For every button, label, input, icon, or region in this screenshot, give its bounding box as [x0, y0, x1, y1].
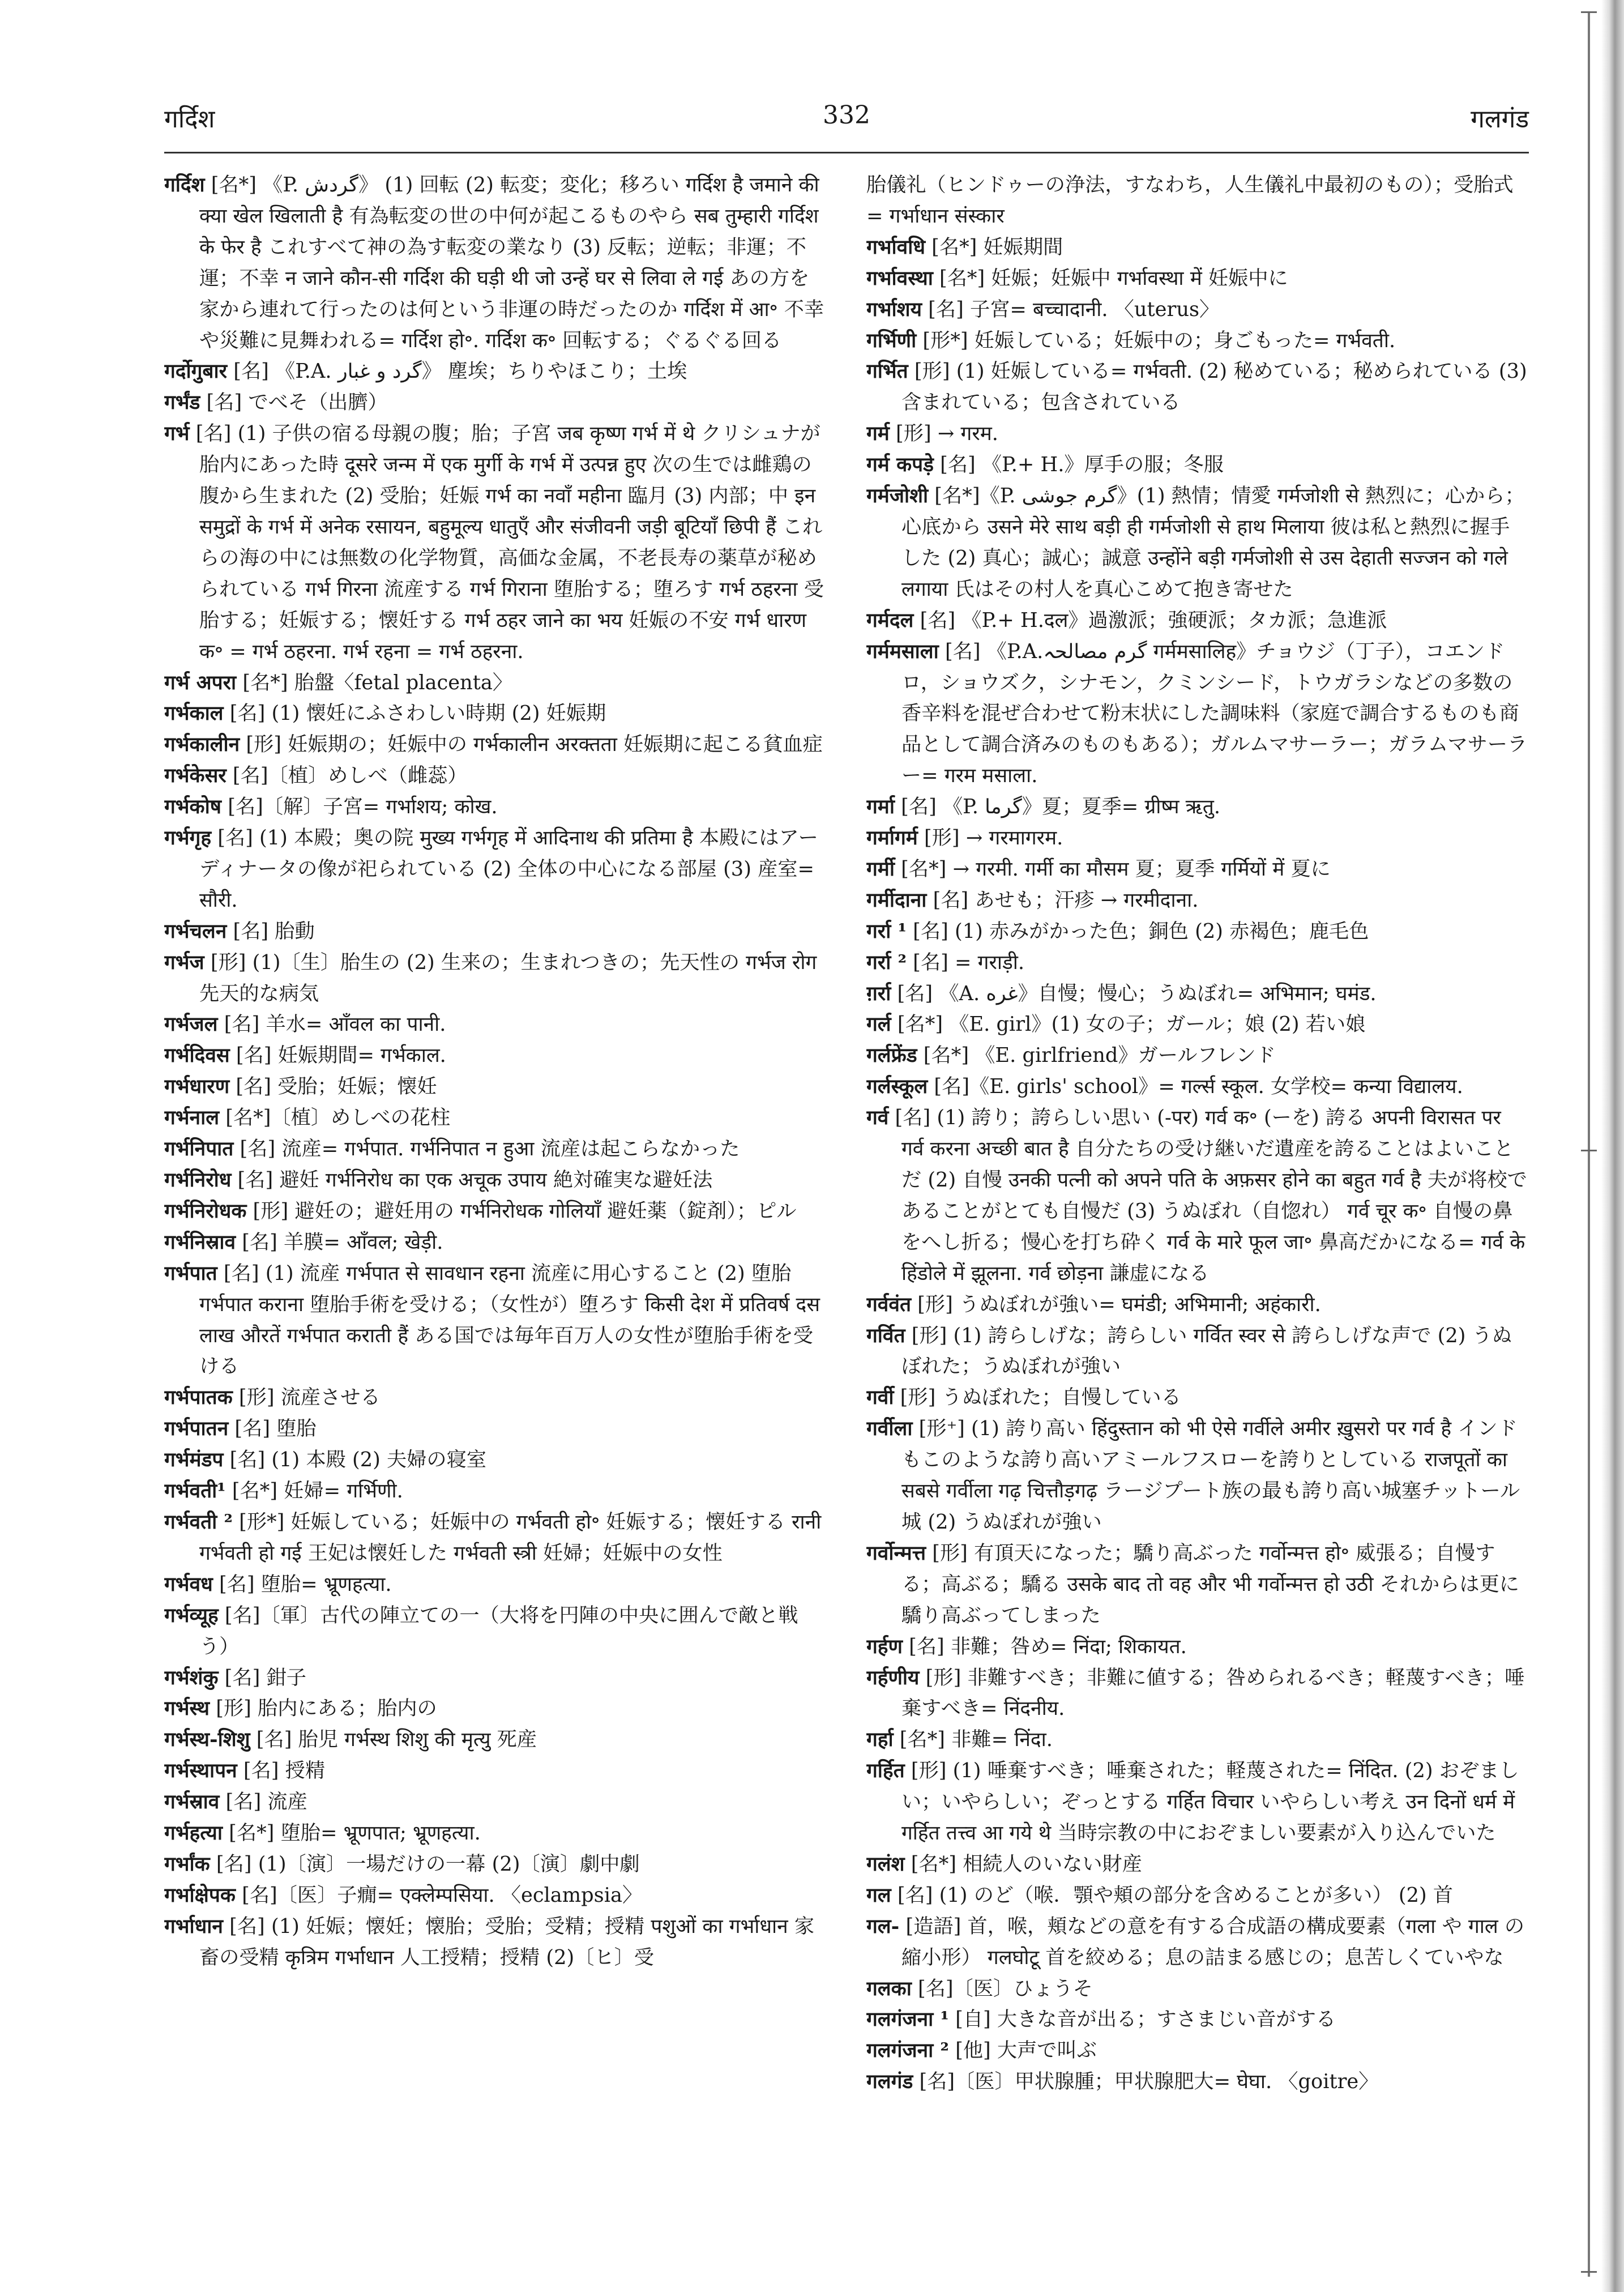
page-header	[164, 101, 1529, 146]
running-head-first-entry: गर्दिश	[164, 105, 215, 134]
entry-headword: गर्दिश	[164, 173, 205, 197]
entry-definition: [形] (1)〔生〕胎生の (2) 生来の；生まれつきの；先天性の गर्भज रोग 先天的な病気	[199, 950, 817, 1005]
dictionary-entry	[164, 356, 827, 387]
dictionary-entry	[866, 1009, 1529, 1040]
entry-headword: गर्भ अपरा	[164, 671, 237, 694]
entry-headword: गर्भस्थ	[164, 1697, 210, 1721]
entry-headword: गर्भित	[866, 360, 908, 383]
dictionary-entry	[164, 792, 827, 823]
entry-headword: गल	[866, 1883, 891, 1907]
entry-definition: [名] 流産= गर्भपात. गर्भनिपात न हुआ 流産は起こらなかった	[233, 1137, 740, 1161]
entry-headword: गर्भनिरोधक	[164, 1199, 247, 1223]
running-head-last-entry: गलगंड	[1471, 105, 1529, 134]
dictionary-entry	[164, 1725, 827, 1756]
entry-headword: गर्भवती ²	[164, 1510, 233, 1534]
entry-headword: गर्भकाल	[164, 702, 224, 725]
dictionary-entry	[164, 1880, 827, 1911]
entry-definition: [名]〔医〕ひょうそ	[911, 1977, 1093, 2000]
entry-definition: [名*] 妊娠期間	[925, 235, 1063, 259]
dictionary-entry	[866, 450, 1529, 481]
entry-headword: गर्भकालीन	[164, 733, 240, 757]
entry-definition: [名] 授精	[237, 1759, 326, 1783]
entry-definition: [名*]〔植〕めしべの花柱	[219, 1106, 451, 1130]
entry-definition: [名] (1)〔演〕一場だけの一幕 (2)〔演〕劇中劇	[210, 1852, 640, 1876]
entry-definition: [名*] → गरमी. गर्मी का मौसम 夏；夏季 गर्मियों में 夏に	[894, 857, 1331, 881]
entry-headword: गलगंड	[866, 2070, 913, 2094]
dictionary-entry	[866, 792, 1529, 823]
entry-headword: गर्भंड	[164, 391, 200, 415]
dictionary-entry	[866, 294, 1529, 326]
entry-definition: [名] (1) のど（喉．顎や頬の部分を含めることが多い） (2) 首	[891, 1883, 1454, 1907]
dictionary-entry	[866, 481, 1529, 605]
dictionary-entry	[164, 1911, 827, 1974]
entry-definition: [名] (1) 誇り；誇らしい思い (-पर) गर्व क॰ (ーを) 誇る अपनी विरासत पर गर्व करना अच्छी बात है 自分たちの受け継いだ遺産を誇ることはよいことだ (2) 自慢 उनकी पत्नी को अपने पति के अफ़सर होने का बहुत गर्व है 夫が将校であることがとても自慢だ (3) うぬぼれ（自惚れ） गर्व चूर क॰ 自慢の鼻をへし折る；慢心を打ち砕く गर्व के मारे फूल जा॰ 鼻高だかになる= गर्व के हिंडोले में झूलना. गर्व छोड़ना 謙虚になる	[888, 1106, 1527, 1285]
dictionary-entry	[866, 419, 1529, 450]
entry-definition: [名] 《P. گرما》夏；夏季= ग्रीष्म ऋतु.	[894, 795, 1221, 819]
entry-definition: [名] 堕胎	[228, 1417, 317, 1441]
entry-headword: गर्भवती¹	[164, 1479, 226, 1503]
dictionary-entry	[164, 1476, 827, 1507]
entry-headword: गर्भनाल	[164, 1106, 220, 1130]
entry-headword: गर्मदल	[866, 608, 914, 632]
entry-definition: [名*] 胎盤〈fetal placenta〉	[236, 671, 513, 694]
entry-headword: गर्भस्थापन	[164, 1759, 237, 1783]
dictionary-entry	[866, 1414, 1529, 1538]
entry-definition: [名] (1) 本殿 (2) 夫婦の寝室	[223, 1448, 486, 1472]
dictionary-entry	[164, 1445, 827, 1476]
entry-headword: गर्भजल	[164, 1013, 218, 1036]
entry-definition: [形⁺] (1) 誇り高い हिंदुस्तान को भी ऐसे गर्वीले अमीर ख़ुसरो पर गर्व है インドもこのような誇り高いアミールフスローを誇りとしている राजपूतों का सबसे गर्वीला गढ़ चित्तौड़गढ़ ラージプート族の最も誇り高い城塞チットール城 (2) うぬぼれが強い	[901, 1417, 1520, 1534]
entry-headword: गर्म कपड़े	[866, 453, 934, 477]
dictionary-entry	[164, 1663, 827, 1694]
entry-headword: गर्लस्कूल	[866, 1075, 928, 1099]
entry-headword: गर्रा ¹	[866, 919, 907, 943]
entry-headword: गर्व	[866, 1106, 889, 1130]
entry-definition: [形*] 妊娠している；妊娠中の गर्भवती हो॰ 妊娠する；懐妊する रानी गर्भवती हो गई 王妃は懐妊した गर्भवती स्त्री 妊婦；妊娠中の女性	[199, 1510, 822, 1565]
entry-headword: गर्भगृह	[164, 826, 212, 850]
dictionary-entry	[164, 1569, 827, 1600]
dictionary-entry	[866, 2067, 1529, 2098]
entry-headword: गलगंजना ¹	[866, 2008, 949, 2031]
entry-headword: गर्भनिरोध	[164, 1168, 232, 1192]
entry-headword: गर्भमंडप	[164, 1448, 224, 1472]
left-column	[164, 170, 827, 2254]
entry-headword: गर्हित	[866, 1759, 905, 1783]
entry-definition: [形] 胎内にある；胎内の	[210, 1697, 437, 1721]
right-column	[866, 170, 1529, 2254]
dictionary-entry	[866, 1632, 1529, 1663]
entry-definition: [名*]《P. گرم جوشی》(1) 熱情；情愛 गर्मजोशी से 熱烈に；心から；心底から उसने मेरे साथ बड़ी ही गर्मजोशी से हाथ मिलाया 彼は私と熱烈に握手した (2) 真心；誠心；誠意 उन्होंने बड़ी गर्मजोशी से उस देहाती सज्जन को गले लगाया 氏はその村人を真心こめて抱き寄せた	[901, 484, 1525, 601]
dictionary-entry	[164, 1414, 827, 1445]
dictionary-entry	[866, 1538, 1529, 1632]
entry-definition: [名] あせも；汗疹 → गरमीदाना.	[926, 888, 1199, 912]
entry-headword: गर्भधारण	[164, 1075, 230, 1099]
entry-definition: [名]〔軍〕古代の陣立ての一（大将を円陣の中央に囲んで敵と戦う）	[199, 1603, 798, 1658]
entry-headword: गर्भाधान	[164, 1914, 223, 1938]
entry-definition: [名] (1) 妊娠；懐妊；懐胎；受胎；受精；授精 पशुओं का गर्भाधान 家畜の受精 कृत्रिम गर्भाधान 人工授精；授精 (2)〔ヒ〕受	[199, 1914, 815, 1969]
entry-headword: गर्भव्यूह	[164, 1603, 219, 1627]
entry-headword: गर्भाशय	[866, 297, 922, 321]
dictionary-entry	[866, 1321, 1529, 1383]
book-binding-edge	[1601, 0, 1624, 2292]
dictionary-entry	[164, 668, 827, 699]
entry-definition: [自] 大きな音が出る；すさまじい音がする	[948, 2008, 1336, 2031]
dictionary-entry	[164, 729, 827, 761]
entry-definition: [名] 《P.+ H.》厚手の服；冬服	[933, 453, 1224, 477]
binding-line	[1588, 11, 1590, 2277]
dictionary-entry	[164, 1009, 827, 1040]
dictionary-entry	[164, 698, 827, 729]
entry-definition: [名]《E. girls' school》= गर्ल्स स्कूल. 女学校= कन्या विद्यालय.	[928, 1075, 1463, 1099]
entry-definition: [名] 非難；咎め= निंदा; शिकायत.	[902, 1634, 1187, 1658]
entry-headword: गल-	[866, 1914, 900, 1938]
entry-definition: [形] 非難すべき；非難に値する；咎められるべき；軽蔑すべき；唾棄すべき= निंदनीय.	[901, 1666, 1525, 1721]
entry-headword: गर्भांक	[164, 1852, 210, 1876]
entry-definition: [形] (1) 唾棄すべき；唾棄された；軽蔑された= निंदित. (2) おぞましい；いやらしい；ぞっとする गर्हित विचार いやらしい考え उन दिनों धर्म में गर्हित तत्त्व आ गये थे 当時宗教の中におぞましい要素が入り込んでいた	[901, 1759, 1519, 1845]
entry-definition: [形] 流産させる	[232, 1386, 381, 1410]
entry-definition: [形] うぬぼれが強い= घमंडी; अभिमानी; अहंकारी.	[911, 1292, 1321, 1316]
entry-definition: [形] うぬぼれた；自慢している	[894, 1386, 1181, 1410]
binding-tick-bottom	[1581, 2271, 1597, 2273]
entry-headword: गर्भचलन	[164, 919, 227, 943]
dictionary-entry	[164, 1196, 827, 1227]
dictionary-entry	[164, 1818, 827, 1849]
dictionary-entry	[164, 761, 827, 792]
entry-definition: [名] 羊水= आँवल का पानी.	[217, 1013, 446, 1036]
binding-tick-middle	[1581, 1150, 1597, 1151]
dictionary-entry	[866, 1725, 1529, 1756]
dictionary-entry	[866, 885, 1529, 916]
entry-definition: [名] 避妊 गर्भनिरोध का एक अचूक उपाय 絶対確実な避妊法	[231, 1168, 713, 1192]
entry-definition: [名*] 《P. گردش》 (1) 回転 (2) 転変；変化；移ろい गर्दिश है जमाने की क्या खेल खिलाती है 有為転変の世の中何が起こるものやら सब तुम्हारी गर्दिश के फेर है これすべて神の為す転変の業なり (3) 反転；逆転；非運；不運；不幸 न जाने कौन-सी गर्दिश की घड़ी थी जो उन्हें घर से लिवा ले गई あの方を家から連れて行ったのは何という非運の時だったのか गर्दिश में आ॰ 不幸や災難に見舞われる= गर्दिश हो॰. गर्दिश क॰ 回転する；ぐるぐる回る	[199, 173, 824, 352]
entry-definition: [名*] 妊娠；妊娠中 गर्भावस्था में 妊娠中に	[933, 266, 1288, 290]
dictionary-entry	[866, 916, 1529, 947]
dictionary-entry	[866, 263, 1529, 294]
dictionary-entry	[866, 979, 1529, 1010]
dictionary-entry	[866, 1040, 1529, 1072]
entry-definition: [名*] 《E. girlfriend》ガールフレンド	[917, 1044, 1276, 1068]
entry-definition: [形] 妊娠期の；妊娠中の गर्भकालीन अरक्तता 妊娠期に起こる貧血症	[240, 733, 823, 757]
dictionary-entry	[164, 1756, 827, 1787]
entry-headword: गर्वीला	[866, 1417, 913, 1441]
entry-headword: गर्दोगुबार	[164, 360, 228, 383]
entry-headword: गर्रा ²	[866, 950, 907, 974]
entry-headword: गर्भपातन	[164, 1417, 229, 1441]
entry-definition: [名] 堕胎= भ्रूणहत्या.	[212, 1572, 392, 1596]
entry-headword: गर्हण	[866, 1634, 903, 1658]
dictionary-entry	[164, 823, 827, 916]
dictionary-entry	[866, 947, 1529, 979]
dictionary-entry	[866, 1382, 1529, 1414]
entry-headword: गर्भपात	[164, 1261, 217, 1285]
dictionary-entry	[164, 1227, 827, 1258]
entry-headword: गलंश	[866, 1852, 905, 1876]
entry-definition: [名] 《A. غره》自慢；慢心；うぬぼれ= अभिमान; घमंड.	[891, 981, 1377, 1005]
entry-headword: गर्भावस्था	[866, 266, 933, 290]
entry-headword: गर्भवध	[164, 1572, 213, 1596]
entry-definition: [名] = गराड़ी.	[906, 950, 1025, 974]
entry-definition: [名] 《P.+ H.दल》過激派；強硬派；タカ派；急進派	[913, 608, 1387, 632]
entry-headword: गर्भिणी	[866, 328, 917, 352]
dictionary-entry	[866, 854, 1529, 885]
entry-definition: [名] 妊娠期間= गर्भकाल.	[229, 1044, 446, 1068]
entry-definition: [名*] 非難= निंदा.	[893, 1728, 1053, 1752]
entry-headword: गर्भावधि	[866, 235, 925, 259]
entry-definition: [名] 羊膜= आँवल; खेड़ी.	[236, 1230, 443, 1254]
entry-definition: [名] 胎動	[226, 919, 315, 943]
header-rule	[164, 152, 1529, 153]
dictionary-entry	[866, 1290, 1529, 1321]
entry-headword: गर्भकेसर	[164, 764, 226, 788]
entry-definition: [形] (1) 誇らしげな；誇らしい गर्वित स्वर से 誇らしげな声で (2) うぬぼれた；うぬぼれが強い	[901, 1324, 1512, 1378]
dictionary-entry	[866, 2004, 1529, 2035]
dictionary-entry	[164, 1134, 827, 1165]
entry-headword: गर्ममसाला	[866, 639, 939, 663]
dictionary-entry	[164, 1165, 827, 1196]
entry-headword: ग़र्रा	[866, 981, 891, 1005]
entry-headword: गर्भकोष	[164, 795, 222, 819]
entry-headword: गर्भदिवस	[164, 1044, 230, 1068]
dictionary-entry	[164, 1382, 827, 1414]
entry-definition: [形] (1) 妊娠している= गर्भवती. (2) 秘めている；秘められている (3) 含まれている；包含されている	[901, 360, 1527, 415]
dictionary-entry	[866, 605, 1529, 637]
entry-definition: [名]〔医〕甲状腺腫；甲状腺肥大= घेघा. 〈goitre〉	[913, 2070, 1379, 2094]
dictionary-entry	[164, 419, 827, 667]
entry-headword: गर्ल	[866, 1013, 891, 1036]
entry-headword: गर्ववंत	[866, 1292, 911, 1316]
dictionary-entry	[164, 1507, 827, 1569]
entry-definition: [造語] 首，喉，頬などの意を有する合成語の構成要素（गला や गाल の縮小形） गलघोटू 首を絞める；息の詰まる感じの；息苦しくていやな	[899, 1914, 1525, 1969]
entry-definition: [名] 《P.A. گرد و غبار》 塵埃；ちりやほこり；土埃	[227, 360, 687, 383]
entry-definition: [名] (1) 赤みがかった色；銅色 (2) 赤褐色；鹿毛色	[906, 919, 1369, 943]
dictionary-entry	[164, 1072, 827, 1103]
entry-headword: गर्वी	[866, 1386, 894, 1410]
entry-headword: गर्भनिपात	[164, 1137, 234, 1161]
entry-definition: [名] 子宮= बच्चादानी. 〈uterus〉	[922, 297, 1220, 321]
entry-definition: [名] 胎児 गर्भस्थ शिशु की मृत्यु 死産	[250, 1728, 537, 1752]
entry-headword: गर्लफ्रेंड	[866, 1044, 917, 1068]
entry-headword: गर्भस्थ-शिशु	[164, 1728, 250, 1752]
entry-definition: [名] 流産	[219, 1790, 307, 1814]
entry-definition: [名] (1) 流産 गर्भपात से सावधान रहना 流産に用心すること (2) 堕胎 गर्भपात कराना 堕胎手術を受ける；（女性が）堕ろす किसी देश में प्रतिवर्ष दस लाख औरतें गर्भपात कराती हैं ある国では毎年百万人の女性が堕胎手術を受ける	[199, 1261, 820, 1378]
entry-headword: गलगंजना ²	[866, 2039, 949, 2063]
entry-headword: गर्भस्राव	[164, 1790, 220, 1814]
entry-headword: गर्भाक्षेपक	[164, 1883, 236, 1907]
dictionary-entry	[866, 1880, 1529, 1911]
dictionary-entry	[866, 170, 1529, 232]
entry-definition: [名*] 《E. girl》(1) 女の子；ガール；娘 (2) 若い娘	[891, 1013, 1366, 1036]
dictionary-entry	[866, 232, 1529, 263]
entry-definition: [名] 鉗子	[218, 1666, 306, 1689]
dictionary-entry	[164, 1600, 827, 1663]
entry-headword: गर्भ	[164, 422, 190, 446]
entry-definition: [名] (1) 本殿；奥の院 मुख्य गर्भगृह में आदिनाथ की प्रतिमा है 本殿にはアーディナータの像が祀られている (2) 全体の中心になる部屋 (3) 産室= सौरी.	[199, 826, 818, 912]
page-number: 332	[823, 101, 870, 130]
dictionary-entry	[164, 387, 827, 419]
entry-definition: [形] → गरम.	[889, 422, 998, 446]
entry-headword: गर्भज	[164, 950, 204, 974]
dictionary-entry	[866, 637, 1529, 792]
entry-headword: गर्म	[866, 422, 890, 446]
entry-definition: [名] 《P.A.گرم مصالحہ गर्ममसालिह》チョウジ（丁子），コエンドロ，ショウズク，シナモン，クミンシード，トウガラシなどの多数の香辛料を混ぜ合わせて粉末状にした調味料（家庭で調合するものも商品として調合済みのものもある）；ガルムマサーラー；ガラムマサーラー= गरम मसाला.	[901, 639, 1528, 788]
entry-definition: [名] (1) 子供の宿る母親の腹；胎；子宮 जब कृष्ण गर्भ में थे クリシュナが胎内にあった時 दूसरे जन्म में एक मुर्गी के गर्भ में उत्पन्न हुए 次の生では雌鶏の腹から生まれた (2) 受胎；妊娠 गर्भ का नवाँ महीना 臨月 (3) 内部；中 इन समुद्रों के गर्भ में अनेक रसायन, बहुमूल्य धातुएँ और संजीवनी जड़ी बूटियाँ छिपी हैं これらの海の中には無数の化学物質，高価な金属，不老長寿の薬草が秘められている गर्भ गिरना 流産する गर्भ गिराना 堕胎する；堕ろす गर्भ ठहरना 受胎する；妊娠する；懐妊する गर्भ ठहर जाने का भय 妊娠の不安 गर्भ धारण क॰ = गर्भ ठहरना. गर्भ रहना = गर्भ ठहरना.	[189, 422, 824, 663]
entry-definition: [名] でべそ（出臍）	[200, 391, 388, 415]
entry-headword: गर्हणीय	[866, 1666, 920, 1689]
entry-headword: गर्मा	[866, 795, 895, 819]
entry-headword: गर्भशंकु	[164, 1666, 219, 1689]
entry-definition: [名*] 相続人のいない財産	[904, 1852, 1142, 1876]
binding-tick-top	[1581, 11, 1597, 13]
entry-definition: 胎儀礼（ヒンドゥーの浄法，すなわち，人生儀礼中最初のもの）；受胎式= गर्भाधान संस्कार	[866, 173, 1514, 228]
dictionary-entry	[164, 1040, 827, 1072]
entry-headword: गर्मागर्म	[866, 826, 918, 850]
dictionary-entry	[866, 1103, 1529, 1289]
entry-definition: [他] 大声で叫ぶ	[948, 2039, 1097, 2063]
dictionary-entry	[866, 1911, 1529, 1974]
entry-definition: [形*] 妊娠している；妊娠中の；身ごもった= गर्भवती.	[916, 328, 1396, 352]
entry-definition: [名] (1) 懐妊にふさわしい時期 (2) 妊娠期	[223, 702, 606, 725]
dictionary-entry	[164, 947, 827, 1010]
dictionary-entry	[866, 2035, 1529, 2067]
dictionary-entry	[164, 1103, 827, 1134]
entry-headword: गर्वित	[866, 1324, 905, 1347]
entry-definition: [名]〔医〕子癇= एक्लेम्पसिया. 〈eclampsia〉	[235, 1883, 643, 1907]
entry-headword: गलका	[866, 1977, 912, 2000]
entry-definition: [名*] 堕胎= भ्रूणपात; भ्रूणहत्या.	[222, 1821, 481, 1845]
dictionary-entry	[866, 1849, 1529, 1880]
entry-headword: गर्भपातक	[164, 1386, 233, 1410]
entry-headword: गर्मी	[866, 857, 895, 881]
entry-headword: गर्मजोशी	[866, 484, 929, 508]
dictionary-entry	[866, 326, 1529, 357]
dictionary-entry	[866, 1663, 1529, 1725]
entry-headword: गर्भहत्या	[164, 1821, 223, 1845]
entry-definition: [名]〔植〕めしべ（雌蕊）	[226, 764, 468, 788]
dictionary-entry	[164, 1693, 827, 1725]
dictionary-entry	[866, 1974, 1529, 2005]
dictionary-entry	[866, 823, 1529, 854]
entry-definition: [形] 有頂天になった；驕り高ぶった गर्वोन्मत्त हो॰ 威張る；自慢する；高ぶる；驕る उसके बाद तो वह और भी गर्वोन्मत्त हो उठी それからは更に驕り高ぶってしまった	[901, 1541, 1519, 1627]
dictionary-entry	[164, 170, 827, 356]
entry-definition: [形] → गरमागरम.	[917, 826, 1063, 850]
entry-headword: गर्मीदाना	[866, 888, 927, 912]
dictionary-entry	[164, 1787, 827, 1818]
entry-definition: [名]〔解〕子宮= गर्भाशय; कोख.	[221, 795, 498, 819]
dictionary-entry	[164, 1258, 827, 1383]
dictionary-entry	[866, 356, 1529, 419]
dictionary-entry	[866, 1072, 1529, 1103]
entry-definition: [形] 避妊の；避妊用の गर्भनिरोधक गोलियाँ 避妊薬（錠剤）；ピル	[246, 1199, 797, 1223]
dictionary-entry	[164, 916, 827, 947]
entry-headword: गर्वोन्मत्त	[866, 1541, 926, 1565]
entry-headword: गर्भनिस्राव	[164, 1230, 236, 1254]
dictionary-entry	[164, 1849, 827, 1880]
entry-definition: [名] 受胎；妊娠；懐妊	[229, 1075, 437, 1099]
entry-definition: [名*] 妊婦= गर्भिणी.	[225, 1479, 403, 1503]
entry-headword: गर्हा	[866, 1728, 894, 1752]
dictionary-entry	[866, 1756, 1529, 1849]
